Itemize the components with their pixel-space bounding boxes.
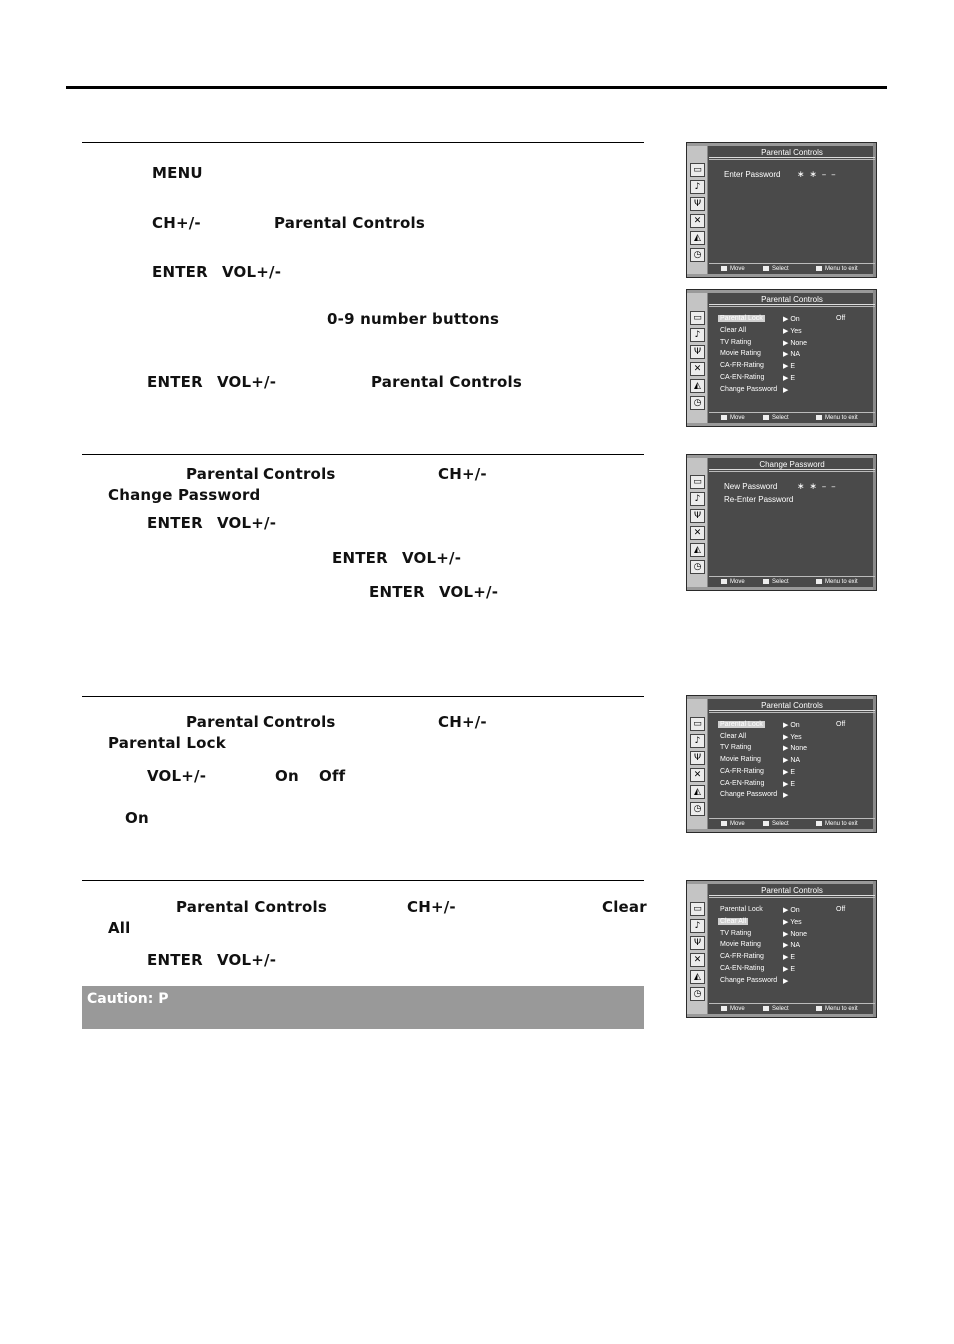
osd-menu-item-ca-fr-rating: CA-FR-Rating: [720, 953, 764, 960]
osd-footer: [709, 818, 875, 829]
osd-menu-item-ca-en-rating: CA-EN-Rating: [720, 374, 765, 381]
osd-select-hint: Select: [772, 579, 789, 586]
osd-enter-password-label: Enter Password: [724, 170, 781, 179]
picture-icon: ▭: [690, 902, 705, 916]
osd-menu-item-parental-lock: Parental Lock: [720, 906, 763, 913]
section-divider: [82, 142, 644, 143]
osd-reenter-password-label: Re-Enter Password: [724, 495, 794, 504]
channel-icon: Ψ: [690, 936, 705, 950]
osd-menu-item-tv-rating: TV Rating: [720, 930, 752, 937]
osd-off-option: Off: [836, 315, 846, 322]
osd-title: Parental Controls: [709, 295, 875, 305]
osd-menu-item-ca-en-rating: CA-EN-Rating: [720, 965, 765, 972]
osd-menu-value: ▶ E: [783, 954, 795, 961]
osd-menu-item-clear-all: Clear All: [720, 327, 747, 334]
clear-text: Clear: [602, 898, 647, 916]
osd-new-password-label: New Password: [724, 482, 778, 491]
setup-icon: ✕: [690, 362, 705, 376]
osd-footer: [709, 412, 875, 423]
osd-title: Parental Controls: [709, 148, 875, 158]
picture-icon: ▭: [690, 311, 705, 325]
osd-menu-item-clear-all: Clear All: [720, 733, 747, 740]
osd-change-password-screen: [686, 454, 877, 591]
setup-icon: ✕: [690, 953, 705, 967]
controls-text: Controls: [263, 465, 336, 483]
osd-menu-value: ▶ E: [783, 769, 795, 776]
caution-box: [82, 986, 644, 1029]
osd-menu-value: ▶ E: [783, 966, 795, 973]
osd-off-option: Off: [836, 906, 846, 913]
osd-menu-value: ▶ None: [783, 340, 808, 347]
osd-parental-controls-screen: [686, 880, 877, 1018]
osd-off-option: Off: [836, 721, 846, 728]
ch-key: CH+/-: [438, 713, 487, 731]
osd-menu-value: ▶ Yes: [783, 919, 802, 926]
ch-key: CH+/-: [152, 214, 201, 232]
parental-lock-text: Parental Lock: [108, 734, 226, 752]
timer-icon: ◷: [690, 802, 705, 816]
osd-menu-value: ▶ NA: [783, 351, 801, 358]
osd-menu-value: ▶ E: [783, 375, 795, 382]
input-icon: ◭: [690, 543, 705, 557]
section-divider: [82, 454, 644, 455]
enter-key: ENTER: [152, 263, 208, 281]
osd-menu-value: ▶ Yes: [783, 734, 802, 741]
input-icon: ◭: [690, 379, 705, 393]
menu-key: MENU: [152, 164, 203, 182]
osd-menu-item-change-password: Change Password: [720, 791, 778, 798]
osd-menu-item-parental-lock: Parental Lock: [720, 315, 763, 322]
osd-menu-value: ▶ None: [783, 931, 808, 938]
osd-select-hint: Select: [772, 1006, 789, 1013]
section-divider: [82, 696, 644, 697]
input-icon: ◭: [690, 970, 705, 984]
osd-move-hint: Move: [730, 821, 745, 828]
channel-icon: Ψ: [690, 509, 705, 523]
osd-move-hint: Move: [730, 579, 745, 586]
section-divider: [82, 880, 644, 881]
sound-icon: ♪: [690, 180, 705, 194]
sound-icon: ♪: [690, 734, 705, 748]
vol-key: VOL+/-: [147, 767, 207, 785]
osd-menu-value: ▶ NA: [783, 757, 801, 764]
osd-move-hint: Move: [730, 1006, 745, 1013]
osd-menu-value: ▶ On: [783, 316, 800, 323]
osd-menu-value: ▶ NA: [783, 942, 801, 949]
picture-icon: ▭: [690, 717, 705, 731]
sound-icon: ♪: [690, 328, 705, 342]
channel-icon: Ψ: [690, 345, 705, 359]
osd-menu-item-change-password: Change Password: [720, 977, 778, 984]
parental-text: Parental: [186, 465, 259, 483]
osd-menu-value: ▶ Yes: [783, 328, 802, 335]
osd-title: Parental Controls: [709, 886, 875, 896]
parental-controls-text: Parental Controls: [371, 373, 522, 391]
setup-icon: ✕: [690, 526, 705, 540]
osd-title: Change Password: [709, 460, 875, 470]
vol-key: VOL+/-: [439, 583, 499, 601]
osd-menu-item-tv-rating: TV Rating: [720, 744, 752, 751]
all-text: All: [108, 919, 131, 937]
picture-icon: ▭: [690, 163, 705, 177]
input-icon: ◭: [690, 785, 705, 799]
change-password-text: Change Password: [108, 486, 261, 504]
osd-exit-hint: Menu to exit: [825, 266, 858, 273]
enter-key: ENTER: [332, 549, 388, 567]
enter-key: ENTER: [147, 951, 203, 969]
setup-icon: ✕: [690, 768, 705, 782]
osd-exit-hint: Menu to exit: [825, 415, 858, 422]
osd-menu-value: ▶ E: [783, 363, 795, 370]
on-text: On: [125, 809, 149, 827]
osd-menu-value: ▶ On: [783, 722, 800, 729]
vol-key: VOL+/-: [217, 514, 277, 532]
osd-footer: [709, 263, 875, 274]
caution-text: Caution: P: [87, 991, 169, 1007]
osd-exit-hint: Menu to exit: [825, 579, 858, 586]
osd-footer: [709, 1003, 875, 1014]
osd-menu-item-ca-fr-rating: CA-FR-Rating: [720, 362, 764, 369]
osd-select-hint: Select: [772, 415, 789, 422]
osd-parental-controls-screen: [686, 695, 877, 833]
osd-password-field: ∗ ∗ – –: [797, 170, 837, 180]
input-icon: ◭: [690, 231, 705, 245]
osd-parental-controls-screen: [686, 289, 877, 427]
vol-key: VOL+/-: [222, 263, 282, 281]
osd-move-hint: Move: [730, 266, 745, 273]
vol-key: VOL+/-: [217, 951, 277, 969]
picture-icon: ▭: [690, 475, 705, 489]
osd-menu-item-clear-all: Clear All: [720, 918, 747, 925]
osd-menu-item-movie-rating: Movie Rating: [720, 756, 761, 763]
setup-icon: ✕: [690, 214, 705, 228]
osd-password-field: ∗ ∗ – –: [797, 482, 837, 492]
ch-key: CH+/-: [438, 465, 487, 483]
osd-menu-item-movie-rating: Movie Rating: [720, 941, 761, 948]
osd-menu-item-ca-en-rating: CA-EN-Rating: [720, 780, 765, 787]
channel-icon: Ψ: [690, 197, 705, 211]
vol-key: VOL+/-: [402, 549, 462, 567]
enter-key: ENTER: [369, 583, 425, 601]
parental-controls-text: Parental Controls: [176, 898, 327, 916]
parental-text: Parental: [186, 713, 259, 731]
number-buttons-text: 0-9 number buttons: [327, 310, 500, 328]
osd-select-hint: Select: [772, 266, 789, 273]
osd-menu-item-parental-lock: Parental Lock: [720, 721, 763, 728]
osd-menu-value: ▶: [783, 792, 789, 799]
osd-menu-item-tv-rating: TV Rating: [720, 339, 752, 346]
sound-icon: ♪: [690, 919, 705, 933]
header-rule: [66, 86, 887, 89]
timer-icon: ◷: [690, 560, 705, 574]
enter-key: ENTER: [147, 373, 203, 391]
osd-menu-value: ▶ None: [783, 745, 808, 752]
enter-key: ENTER: [147, 514, 203, 532]
osd-enter-password-screen: [686, 142, 877, 278]
parental-controls-text: Parental Controls: [274, 214, 425, 232]
osd-exit-hint: Menu to exit: [825, 1006, 858, 1013]
osd-footer: [709, 576, 875, 587]
timer-icon: ◷: [690, 987, 705, 1001]
osd-select-hint: Select: [772, 821, 789, 828]
osd-menu-value: ▶: [783, 978, 789, 985]
osd-exit-hint: Menu to exit: [825, 821, 858, 828]
channel-icon: Ψ: [690, 751, 705, 765]
osd-menu-item-movie-rating: Movie Rating: [720, 350, 761, 357]
osd-menu-value: ▶: [783, 387, 789, 394]
osd-menu-item-change-password: Change Password: [720, 386, 778, 393]
ch-key: CH+/-: [407, 898, 456, 916]
osd-menu-item-ca-fr-rating: CA-FR-Rating: [720, 768, 764, 775]
vol-key: VOL+/-: [217, 373, 277, 391]
timer-icon: ◷: [690, 248, 705, 262]
osd-menu-value: ▶ E: [783, 781, 795, 788]
osd-title: Parental Controls: [709, 701, 875, 711]
off-text: Off: [319, 767, 346, 785]
timer-icon: ◷: [690, 396, 705, 410]
controls-text: Controls: [263, 713, 336, 731]
on-text: On: [275, 767, 299, 785]
osd-move-hint: Move: [730, 415, 745, 422]
sound-icon: ♪: [690, 492, 705, 506]
osd-menu-value: ▶ On: [783, 907, 800, 914]
